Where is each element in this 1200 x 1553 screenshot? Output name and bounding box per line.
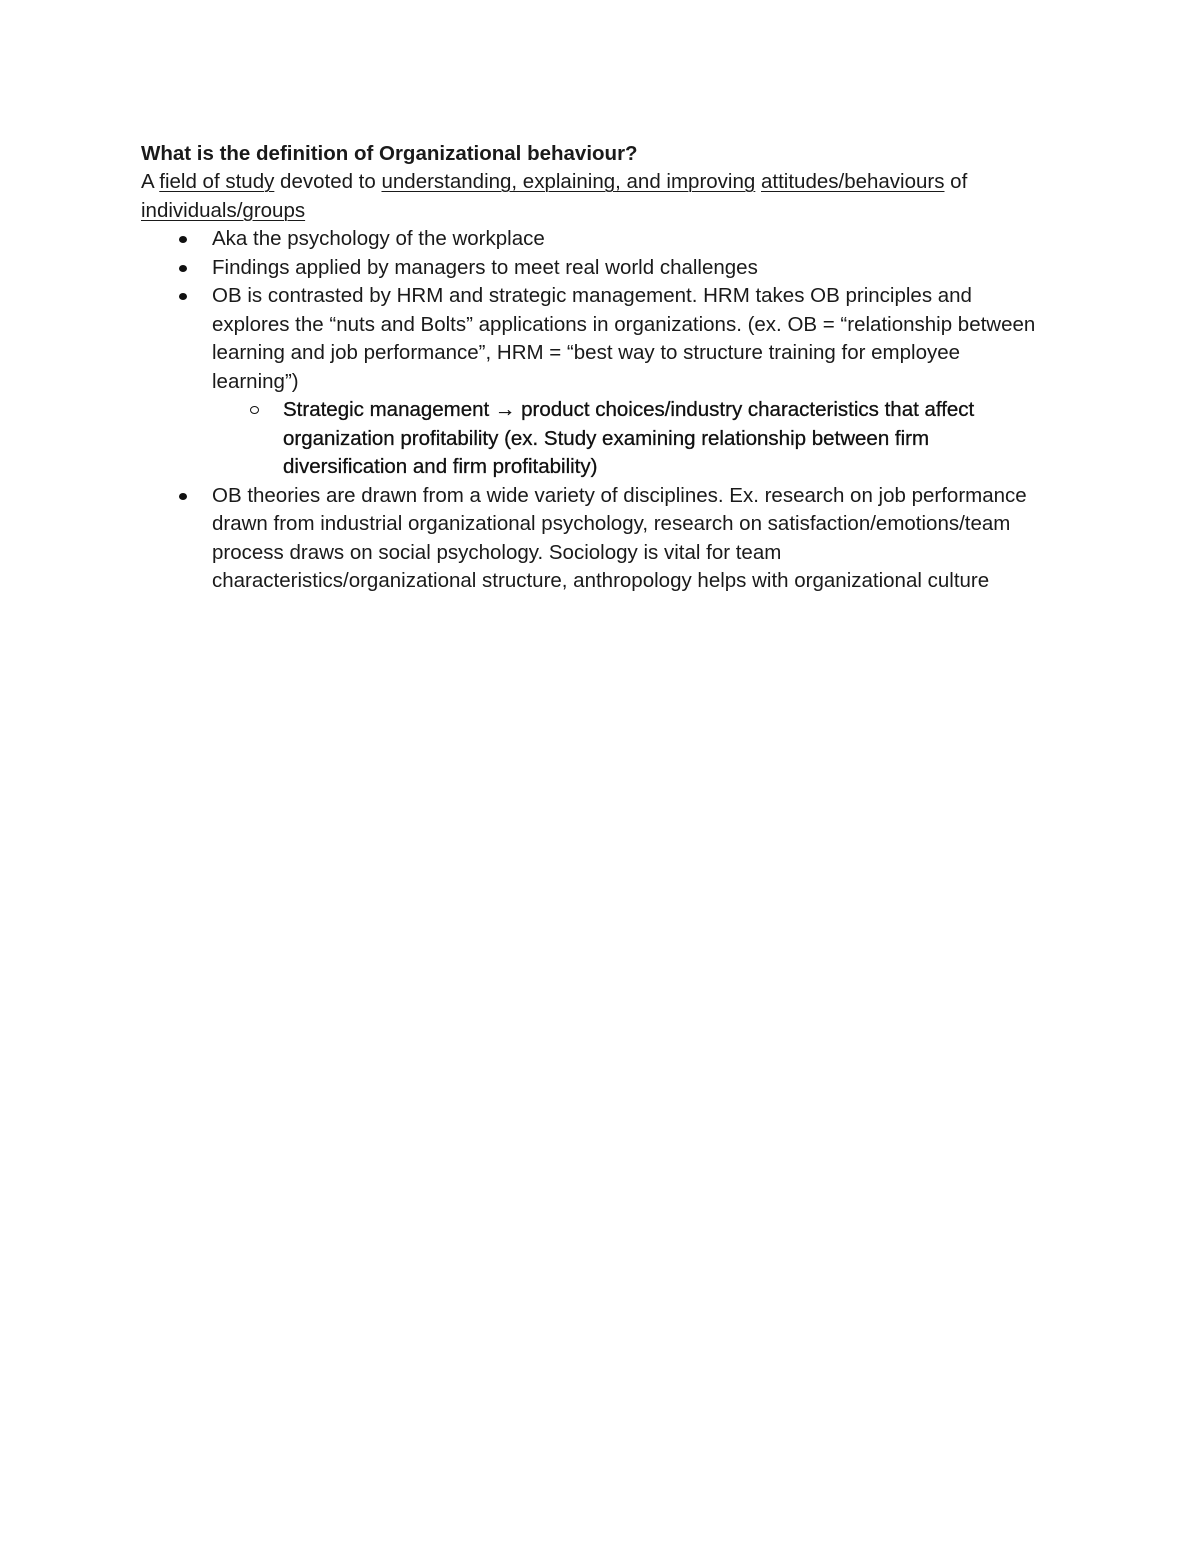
question-heading: What is the definition of Organizational behaviour? bbox=[141, 142, 638, 165]
document-page bbox=[141, 139, 1041, 596]
sub-bullet-list bbox=[212, 396, 1041, 482]
list-item bbox=[141, 225, 1041, 254]
list-item-text: OB theories are drawn from a wide variety of disciplines. Ex. research on job performance drawn from industrial organizational psychology, research on satisfaction/emotions/team process draws on social psychology. Sociology is vital for team characteristics/organizational structure, anthropology helps with organizational culture bbox=[212, 483, 1027, 592]
underlined-term-attitudes: attitudes/behaviours bbox=[761, 170, 945, 193]
underlined-term-individuals: individuals/groups bbox=[141, 198, 306, 222]
underlined-term-field-of-study: field of study bbox=[159, 170, 275, 193]
list-item bbox=[141, 282, 1041, 482]
underlined-term-understanding: understanding, explaining, and improving bbox=[381, 170, 756, 193]
bullet-dot-icon bbox=[179, 293, 187, 300]
bullet-dot-icon bbox=[179, 236, 187, 243]
definition-text: A bbox=[141, 170, 160, 193]
definition-paragraph bbox=[141, 168, 1041, 225]
list-item-text: OB is contrasted by HRM and strategic management. HRM takes OB principles and explores the “nuts and Bolts” applications in organizations. (ex. OB = “relationship between learning and job performance”, HRM = “best way to structure training for employee learning”) bbox=[212, 284, 1036, 393]
bullet-dot-icon bbox=[179, 265, 187, 272]
list-item-text: Aka the psychology of the workplace bbox=[212, 227, 545, 250]
definition-text: of bbox=[944, 170, 968, 193]
bullet-list bbox=[141, 225, 1041, 596]
sub-list-item bbox=[212, 396, 1041, 482]
sub-list-item-text: Strategic management → product choices/industry characteristics that affect organization profitability (ex. Study examining relationship between firm diversification and firm profitability) bbox=[283, 398, 975, 478]
list-item-text: Findings applied by managers to meet real world challenges bbox=[212, 255, 758, 279]
list-item bbox=[141, 482, 1041, 596]
list-item bbox=[141, 254, 1041, 283]
definition-text: devoted to bbox=[274, 170, 382, 193]
bullet-dot-icon bbox=[179, 493, 187, 500]
bullet-ring-icon bbox=[250, 406, 259, 414]
